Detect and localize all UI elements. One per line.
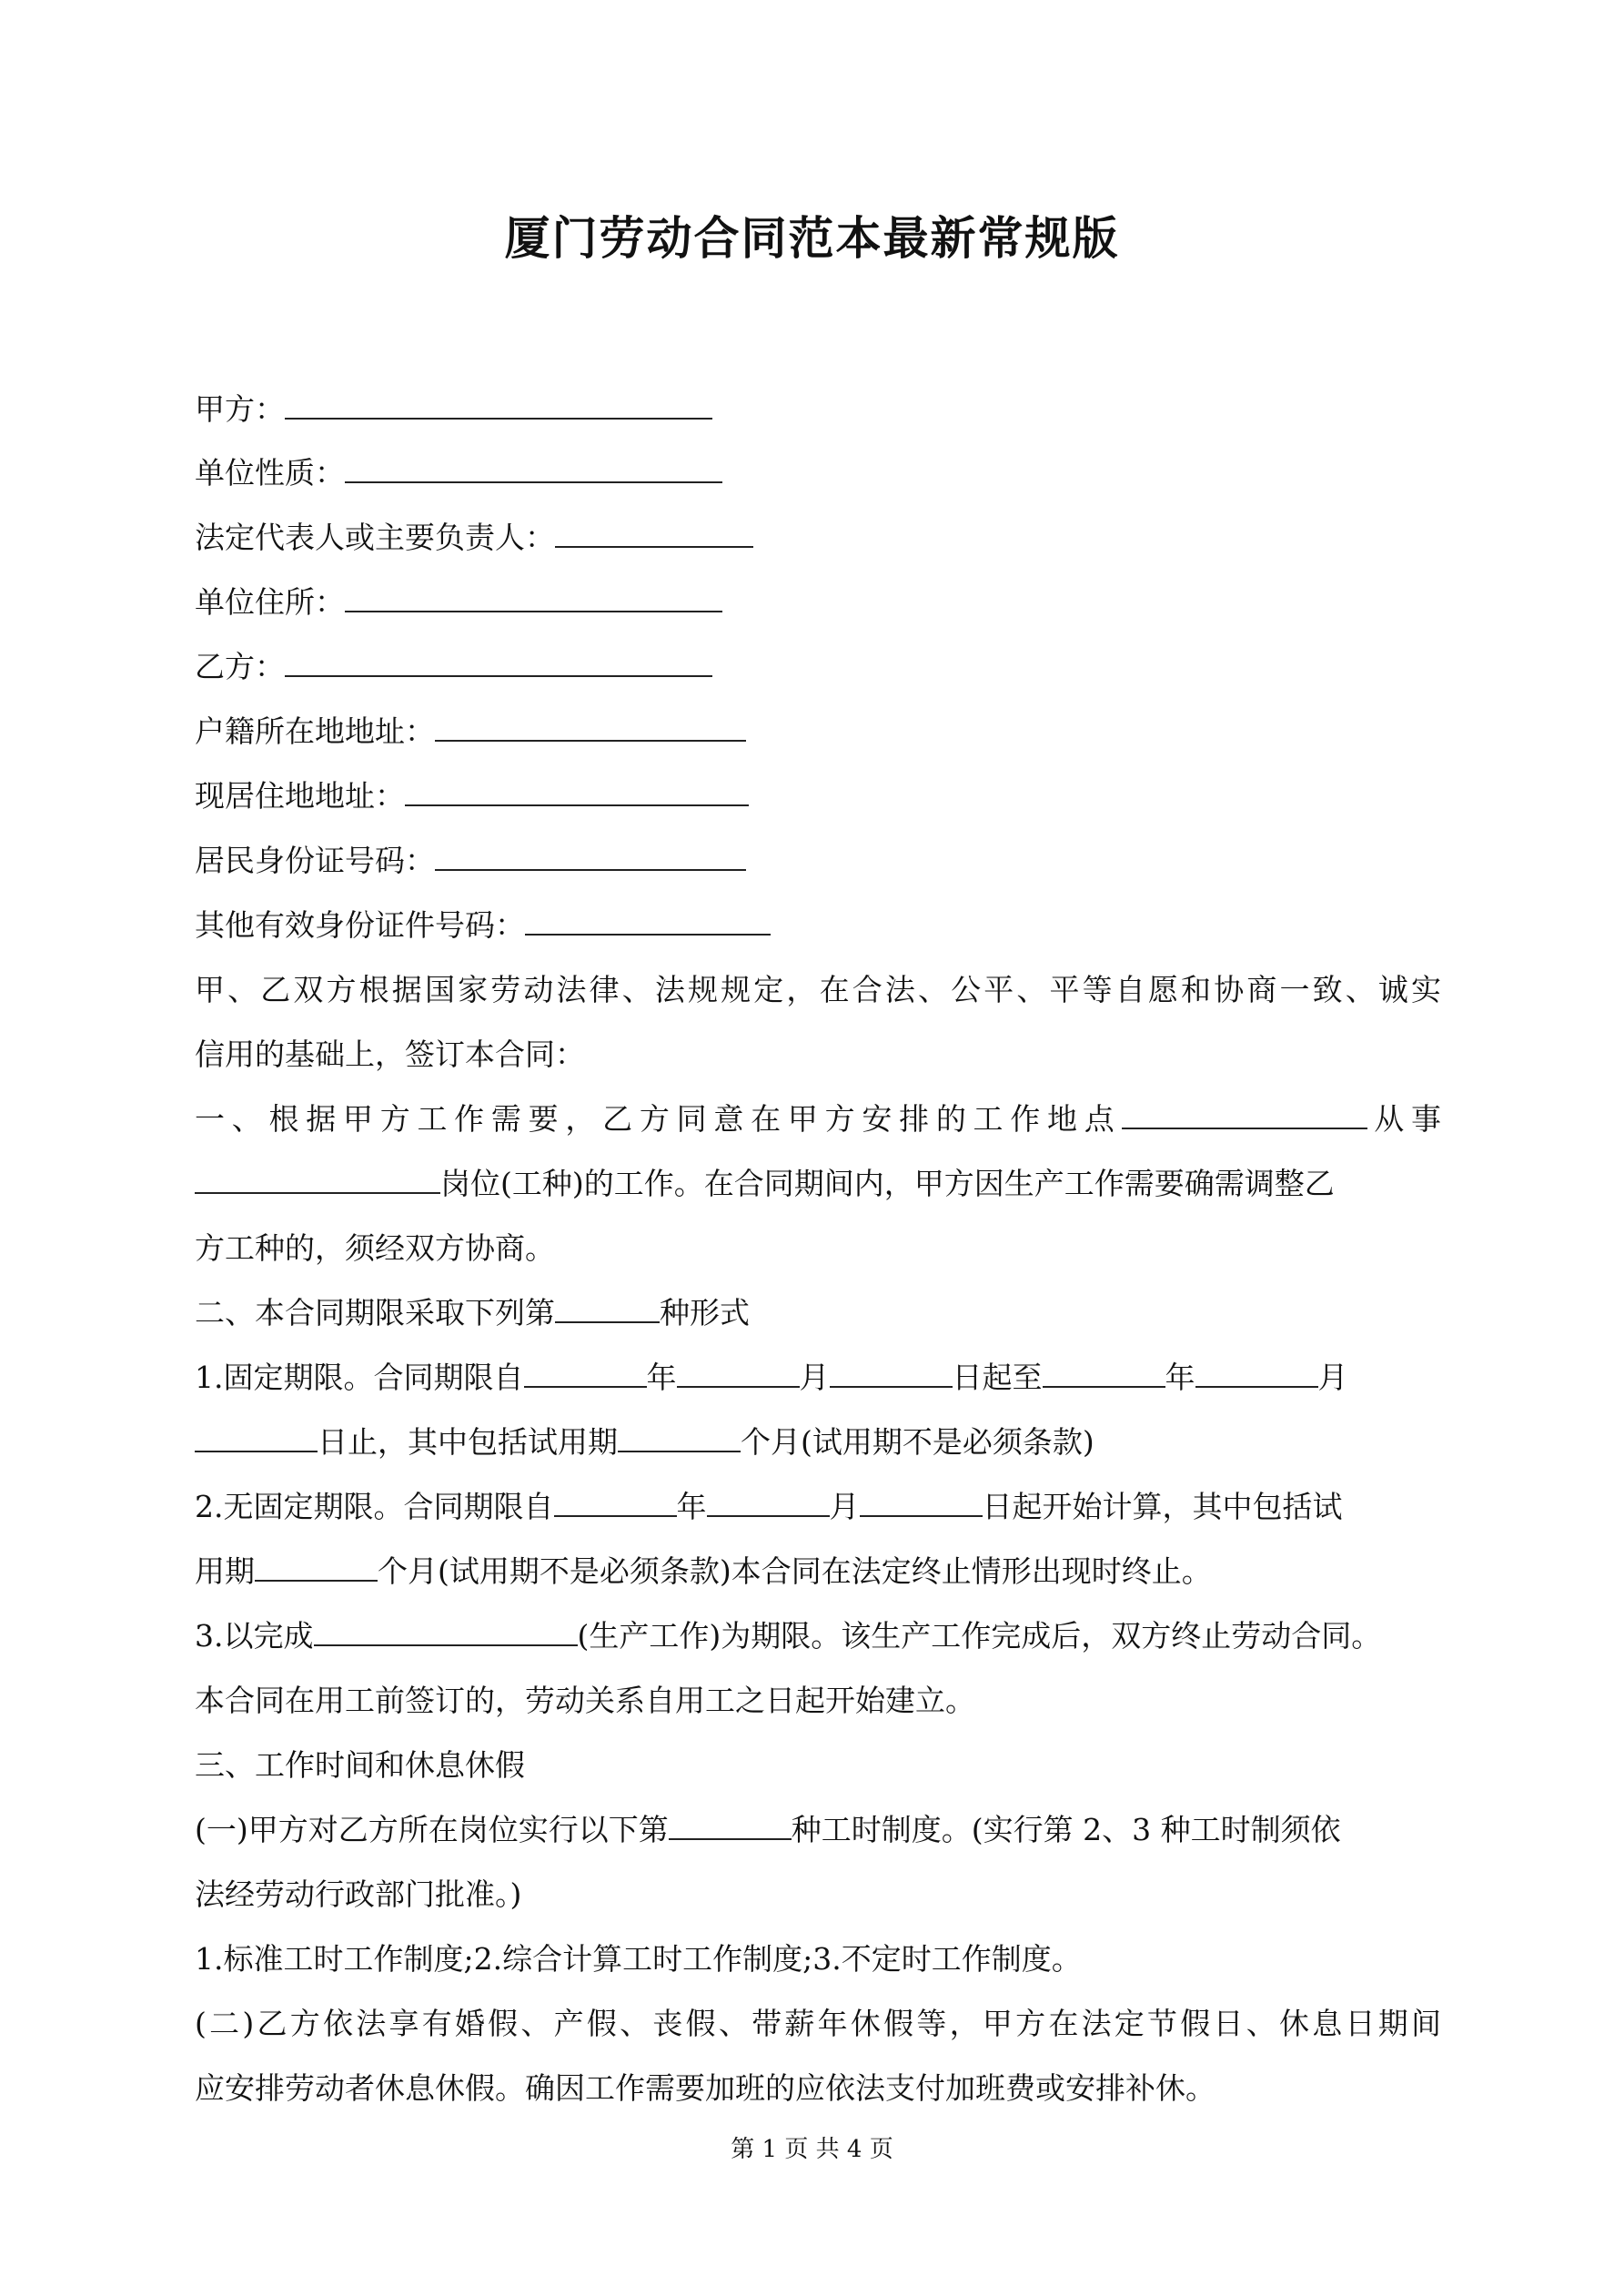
clause-3-p1-line-1: (一)甲方对乙方所在岗位实行以下第 种工时制度。(实行第 2、3 种工时制须依 [195, 1812, 1341, 1847]
clause-3-p1-line-2: 法经劳动行政部门批准。) [195, 1876, 522, 1912]
current-address-field: 现居住地地址： [195, 764, 1441, 829]
clause-2-heading: 二、本合同期限采取下列第 种形式 [195, 1295, 750, 1330]
fixed-term-line-1: 1.固定期限。合同期限自 年 月 日起至 年 月 [195, 1360, 1348, 1395]
open-start-day-blank [860, 1490, 983, 1517]
clause-3-heading: 三、工作时间和休息休假 [195, 1747, 525, 1783]
party-a-blank [285, 392, 712, 420]
other-id-field: 其他有效身份证件号码： [195, 893, 1441, 958]
start-day-blank [830, 1360, 953, 1388]
work-location-blank [1122, 1102, 1367, 1129]
id-number-field: 居民身份证号码： [195, 828, 1441, 894]
current-address-blank [405, 779, 749, 806]
open-start-month-blank [707, 1490, 830, 1517]
task-term-line: 3.以完成 (生产工作)为期限。该生产工作完成后，双方终止劳动合同。 [195, 1618, 1382, 1654]
unit-nature-field: 单位性质： [195, 440, 1441, 506]
fixed-term-line-2: 日止，其中包括试用期 个月(试用期不是必须条款) [195, 1410, 1441, 1475]
id-number-blank [435, 844, 746, 871]
open-probation-blank [255, 1554, 378, 1582]
clause-3-p2-line-2: 应安排劳动者休息休假。确因工作需要加班的应依法支付加班费或安排补休。 [195, 2070, 1215, 2106]
clause-3-systems: 1.标准工时工作制度;2.综合计算工时工作制度;3.不定时工作制度。 [195, 1941, 1082, 1977]
clause-2-note: 本合同在用工前签订的，劳动关系自用工之日起开始建立。 [195, 1683, 975, 1718]
intro-line-2: 信用的基础上，签订本合同： [195, 1037, 585, 1072]
legal-rep-field: 法定代表人或主要负责人： [195, 505, 1441, 571]
other-id-blank [525, 908, 771, 936]
position-blank [195, 1167, 440, 1194]
hours-system-blank [669, 1813, 792, 1840]
open-term-line-1: 2.无固定期限。合同期限自 年 月 日起开始计算，其中包括试 [195, 1489, 1343, 1524]
probation-months-blank [618, 1425, 741, 1452]
unit-address-blank [345, 585, 722, 612]
term-type-blank [555, 1296, 660, 1323]
intro-line-1: 甲、乙双方根据国家劳动法律、法规规定，在合法、公平、平等自愿和协商一致、诚实 [195, 972, 1441, 1007]
open-term-line-2: 用期 个月(试用期不是必须条款)本合同在法定终止情形出现时终止。 [195, 1553, 1212, 1589]
page-footer: 第 1 页 共 4 页 [731, 2136, 893, 2163]
clause-3-p2-line-1: (二)乙方依法享有婚假、产假、丧假、带薪年休假等，甲方在法定节假日、休息日期间 [195, 2006, 1441, 2041]
party-b-blank [285, 650, 712, 677]
household-address-field: 户籍所在地地址： [195, 699, 1441, 764]
unit-address-field: 单位住所： [195, 570, 1441, 635]
legal-rep-blank [555, 521, 753, 548]
household-address-blank [435, 714, 746, 742]
party-a-field: 甲方： [195, 377, 1441, 442]
open-start-year-blank [554, 1490, 677, 1517]
end-month-blank [1195, 1360, 1318, 1388]
clause-1-line-3: 方工种的，须经双方协商。 [195, 1230, 555, 1266]
party-b-field: 乙方： [195, 634, 1441, 700]
task-blank [314, 1619, 578, 1646]
end-day-blank [195, 1425, 318, 1452]
document-title: 厦门劳动合同范本最新常规版 [504, 211, 1120, 265]
start-year-blank [524, 1360, 647, 1388]
unit-nature-blank [345, 456, 722, 483]
clause-1-line-1: 一、根据甲方工作需要，乙方同意在甲方安排的工作地点 从事 [195, 1101, 1442, 1137]
start-month-blank [677, 1360, 800, 1388]
end-year-blank [1043, 1360, 1165, 1388]
clause-1-line-2: 岗位(工种)的工作。在合同期间内，甲方因生产工作需要确需调整乙 [195, 1151, 1441, 1217]
